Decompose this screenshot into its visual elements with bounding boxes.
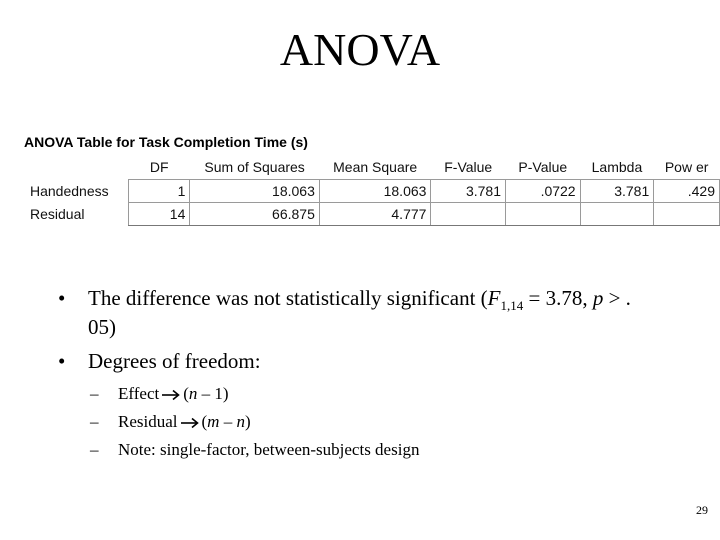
sub-bullet-list xyxy=(88,380,658,464)
m-variable: m xyxy=(207,412,220,431)
sub-bullet-effect xyxy=(88,380,658,408)
expr-text: ( xyxy=(183,384,189,403)
table-cell: 18.063 xyxy=(319,179,431,202)
n-variable: n xyxy=(236,412,245,431)
table-cell: 1 xyxy=(129,179,190,202)
row-label: Handedness xyxy=(30,182,109,199)
header-p-value: P-Value xyxy=(518,159,568,176)
table-header-row xyxy=(24,156,720,179)
page-number: 29 xyxy=(696,503,708,517)
table-cell: .429 xyxy=(654,179,720,202)
header-df: DF xyxy=(149,159,169,176)
anova-table xyxy=(24,156,720,226)
sub-bullet-residual xyxy=(88,408,658,436)
header-f-value: F-Value xyxy=(444,159,493,176)
expr-text: ( xyxy=(201,412,208,431)
bullet-text: > . 05) xyxy=(88,286,631,339)
header-lambda: Lambda xyxy=(591,159,643,176)
bullet-degrees-of-freedom xyxy=(58,347,658,464)
p-variable: p xyxy=(592,286,604,310)
bullet-list xyxy=(58,284,658,469)
table-caption: ANOVA Table for Task Completion Time (s) xyxy=(24,134,308,150)
slide-title: ANOVA xyxy=(279,24,441,75)
bullet-text: The difference was not statistically significant ( xyxy=(88,286,488,310)
table-cell xyxy=(506,202,581,225)
sub-bullet-label: Note: single-factor, between-subjects design xyxy=(118,440,420,459)
table-cell xyxy=(654,202,720,225)
sub-bullet-label: Residual xyxy=(118,412,178,431)
right-arrow-icon xyxy=(180,417,200,429)
sub-bullet-note xyxy=(88,436,658,464)
bullet-text: = 3.78, xyxy=(523,286,593,310)
table-cell: .0722 xyxy=(506,179,581,202)
n-variable: n xyxy=(188,384,198,403)
f-variable: F xyxy=(487,286,501,310)
table-cell: 3.781 xyxy=(580,179,654,202)
table-cell: 14 xyxy=(129,202,190,225)
table-cell: 3.781 xyxy=(431,179,506,202)
bullet-significance xyxy=(58,284,658,342)
table-cell xyxy=(580,202,654,225)
table-row xyxy=(24,202,720,225)
f-subscript: 1,14 xyxy=(500,298,524,314)
expr-text: – 1) xyxy=(197,384,229,403)
row-label: Residual xyxy=(30,205,85,222)
table-cell xyxy=(431,202,506,225)
sub-bullet-label: Effect xyxy=(118,384,160,403)
right-arrow-icon xyxy=(161,389,181,401)
table-cell: 4.777 xyxy=(319,202,431,225)
expr-text: – xyxy=(219,412,237,431)
bullet-text: Degrees of freedom: xyxy=(88,349,261,373)
header-sum-of-squares: Sum of Squares xyxy=(204,159,305,176)
table-row xyxy=(24,179,720,202)
table-cell: 18.063 xyxy=(190,179,320,202)
header-power: Pow er xyxy=(664,159,709,176)
header-empty-cell xyxy=(24,156,129,179)
expr-text: ) xyxy=(244,412,251,431)
table-cell: 66.875 xyxy=(190,202,320,225)
header-mean-square: Mean Square xyxy=(333,159,418,176)
